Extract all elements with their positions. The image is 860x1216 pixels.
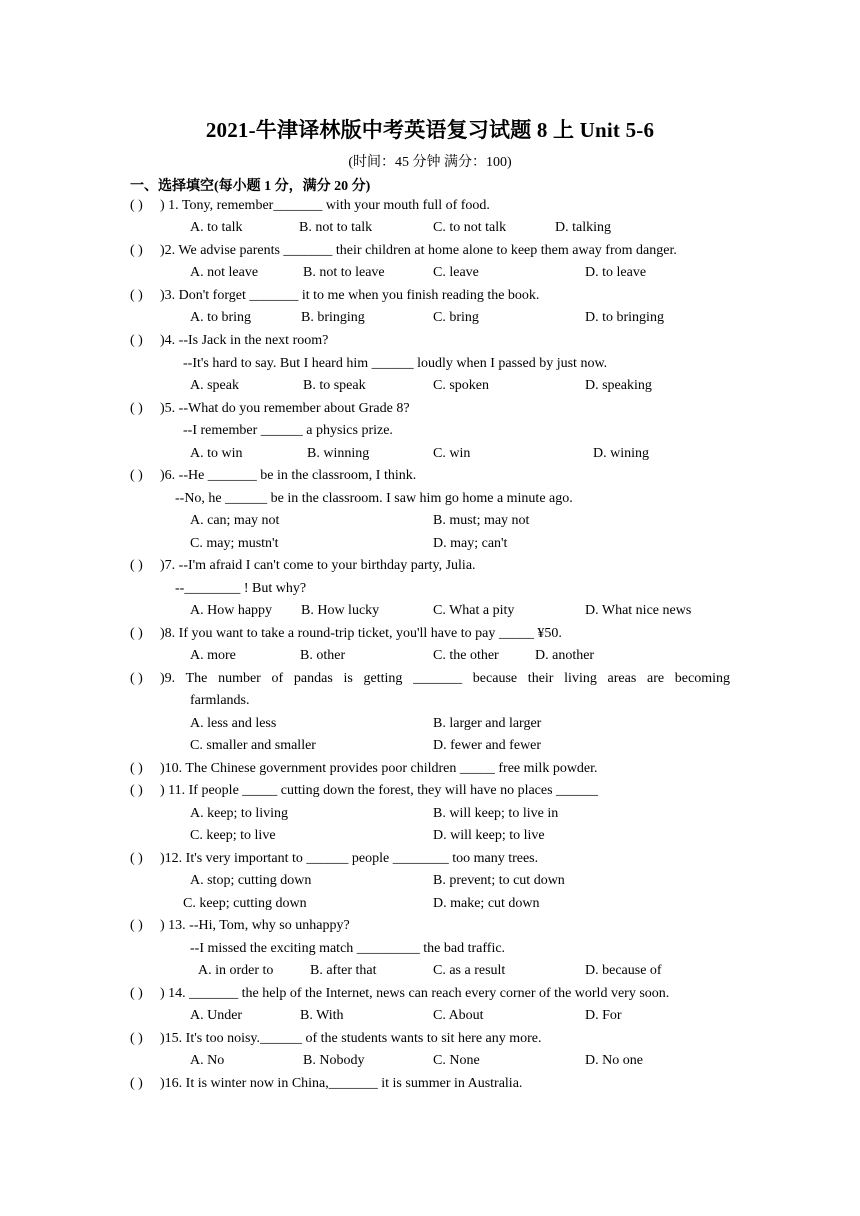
- question-stem: ) 13. --Hi, Tom, why so unhappy?: [160, 918, 350, 933]
- option-d: D. because of: [585, 963, 662, 978]
- option-a: A. to win: [190, 446, 243, 461]
- option-a: A. less and less: [190, 716, 277, 731]
- option-b: B. prevent; to cut down: [433, 873, 565, 888]
- question-stem: )16. It is winter now in China,_______ it is summer in Australia.: [160, 1076, 523, 1091]
- option-c: C. What a pity: [433, 603, 515, 618]
- option-b: B. How lucky: [301, 603, 380, 618]
- option-d: D. speaking: [585, 378, 652, 393]
- option-c: C. may; mustn't: [190, 536, 279, 551]
- option-d: D. to bringing: [585, 310, 664, 325]
- option-a: A. in order to: [198, 963, 274, 978]
- question-stem: ) 14. _______ the help of the Internet, news can reach every corner of the world very soon.: [160, 986, 670, 1001]
- option-d: D. What nice news: [585, 603, 692, 618]
- option-b: B. will keep; to live in: [433, 806, 559, 821]
- option-d: D. will keep; to live: [433, 828, 545, 843]
- answer-blank: ( ): [130, 626, 143, 641]
- option-a: A. more: [190, 648, 236, 663]
- question-stem: )3. Don't forget _______ it to me when you finish reading the book.: [160, 288, 540, 303]
- question-stem: ) 11. If people _____ cutting down the forest, they will have no places ______: [160, 783, 599, 798]
- option-c: C. None: [433, 1053, 480, 1068]
- option-b: B. after that: [310, 963, 377, 978]
- answer-blank: ( ): [130, 783, 143, 798]
- option-a: A. to bring: [190, 310, 252, 325]
- question-stem: )10. The Chinese government provides poor children _____ free milk powder.: [160, 761, 598, 776]
- option-a: A. to talk: [190, 220, 243, 235]
- option-a: A. No: [190, 1053, 225, 1068]
- option-d: D. wining: [593, 446, 649, 461]
- section-heading: 一、选择填空(每小题 1 分，满分 20 分): [130, 179, 371, 194]
- question-stem: )15. It's too noisy.______ of the students wants to sit here any more.: [160, 1031, 542, 1046]
- exam-info: (时间：45 分钟 满分：100): [348, 155, 512, 170]
- option-a: A. How happy: [190, 603, 273, 618]
- option-b: B. must; may not: [433, 513, 530, 528]
- question-stem: )6. --He _______ be in the classroom, I think.: [160, 468, 417, 483]
- answer-blank: ( ): [130, 243, 143, 258]
- option-c: C. keep; cutting down: [183, 896, 307, 911]
- option-c: C. smaller and smaller: [190, 738, 316, 753]
- option-d: D. make; cut down: [433, 896, 540, 911]
- option-c: C. keep; to live: [190, 828, 276, 843]
- question-stem: )5. --What do you remember about Grade 8?: [160, 401, 410, 416]
- option-b: B. winning: [307, 446, 370, 461]
- answer-blank: ( ): [130, 851, 143, 866]
- question-stem: )7. --I'm afraid I can't come to your birthday party, Julia.: [160, 558, 476, 573]
- question-stem: ) 1. Tony, remember_______ with your mouth full of food.: [160, 198, 490, 213]
- option-a: A. not leave: [190, 265, 259, 280]
- question-stem: )12. It's very important to ______ people ________ too many trees.: [160, 851, 539, 866]
- option-c: C. as a result: [433, 963, 506, 978]
- question-stem: )4. --Is Jack in the next room?: [160, 333, 329, 348]
- option-c: C. spoken: [433, 378, 489, 393]
- answer-blank: ( ): [130, 198, 143, 213]
- option-c: C. leave: [433, 265, 479, 280]
- dialogue-line: --I missed the exciting match _________ the bad traffic.: [190, 941, 506, 956]
- option-d: D. No one: [585, 1053, 643, 1068]
- question-stem: )9. The number of pandas is getting _______ because their living areas are becoming: [160, 671, 730, 686]
- answer-blank: ( ): [130, 1031, 143, 1046]
- option-d: D. another: [535, 648, 595, 663]
- answer-blank: ( ): [130, 671, 143, 686]
- option-d: D. to leave: [585, 265, 647, 280]
- option-a: A. Under: [190, 1008, 243, 1023]
- answer-blank: ( ): [130, 333, 143, 348]
- option-d: D. fewer and fewer: [433, 738, 542, 753]
- option-d: D. may; can't: [433, 536, 508, 551]
- option-b: B. With: [300, 1008, 344, 1023]
- option-a: A. keep; to living: [190, 806, 288, 821]
- dialogue-line: --It's hard to say. But I heard him ______ loudly when I passed by just now.: [183, 356, 608, 371]
- option-a: A. speak: [190, 378, 239, 393]
- dialogue-line: --________ ! But why?: [175, 581, 307, 596]
- answer-blank: ( ): [130, 288, 143, 303]
- option-c: C. bring: [433, 310, 479, 325]
- option-b: B. bringing: [301, 310, 365, 325]
- option-a: A. can; may not: [190, 513, 280, 528]
- answer-blank: ( ): [130, 918, 143, 933]
- option-a: A. stop; cutting down: [190, 873, 312, 888]
- option-d: D. talking: [555, 220, 611, 235]
- answer-blank: ( ): [130, 986, 143, 1001]
- question-stem: )2. We advise parents _______ their children at home alone to keep them away from danger.: [160, 243, 677, 258]
- option-c: C. About: [433, 1008, 484, 1023]
- answer-blank: ( ): [130, 761, 143, 776]
- answer-blank: ( ): [130, 558, 143, 573]
- answer-blank: ( ): [130, 401, 143, 416]
- dialogue-line: --No, he ______ be in the classroom. I saw him go home a minute ago.: [175, 491, 573, 506]
- question-stem-continued: farmlands.: [190, 693, 250, 708]
- dialogue-line: --I remember ______ a physics prize.: [183, 423, 393, 438]
- answer-blank: ( ): [130, 468, 143, 483]
- option-b: B. other: [300, 648, 346, 663]
- option-b: B. larger and larger: [433, 716, 542, 731]
- option-b: B. not to talk: [299, 220, 373, 235]
- option-b: B. to speak: [303, 378, 366, 393]
- option-c: C. to not talk: [433, 220, 507, 235]
- option-b: B. not to leave: [303, 265, 385, 280]
- option-c: C. win: [433, 446, 471, 461]
- option-c: C. the other: [433, 648, 499, 663]
- document-title: 2021-牛津译林版中考英语复习试题 8 上 Unit 5-6: [205, 118, 655, 142]
- option-d: D. For: [585, 1008, 622, 1023]
- answer-blank: ( ): [130, 1076, 143, 1091]
- option-b: B. Nobody: [303, 1053, 365, 1068]
- question-stem: )8. If you want to take a round-trip ticket, you'll have to pay _____ ¥50.: [160, 626, 562, 641]
